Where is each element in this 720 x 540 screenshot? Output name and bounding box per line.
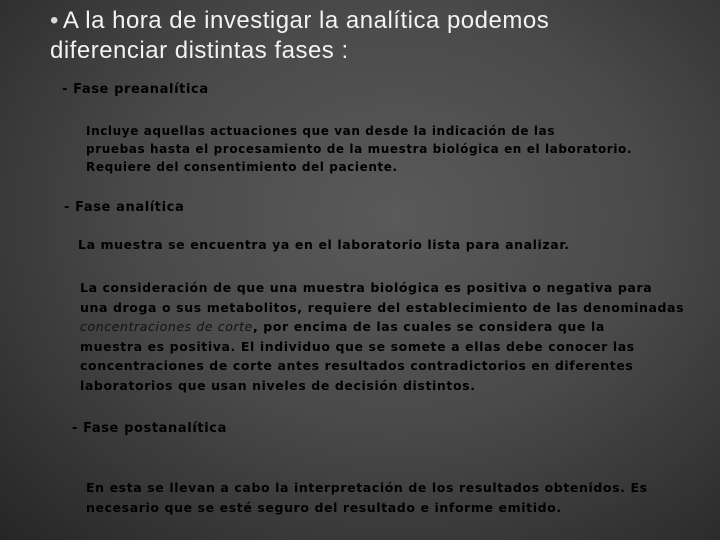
title-text-1: A la hora de investigar la analítica podemos xyxy=(62,7,550,34)
heading-postanalitica: - Fase postanalítica xyxy=(72,421,227,436)
analitica-line-1: La muestra se encuentra ya en el laboratorio lista para analizar. xyxy=(78,237,570,252)
ana-line-3-rest: , por encima de las cuales se considera que la xyxy=(252,319,605,334)
heading-analitica: - Fase analítica xyxy=(64,200,185,215)
ana-line-4: muestra es positiva. El individuo que se somete a ellas debe conocer las xyxy=(80,338,635,354)
slide-title xyxy=(50,6,690,66)
ana-line-6: laboratorios que usan niveles de decisión distintos. xyxy=(80,377,476,393)
post-line-1: En esta se llevan a cabo la interpretación de los resultados obtenidos. Es xyxy=(86,480,648,495)
pre-line-3: Requiere del consentimiento del paciente. xyxy=(86,160,398,174)
paragraph-postanalitica xyxy=(86,478,648,517)
ana-line-3 xyxy=(80,317,684,337)
pre-line-2: pruebas hasta el procesamiento de la muestra biológica en el laboratorio. xyxy=(86,142,633,156)
paragraph-preanalitica xyxy=(86,122,632,176)
title-line-2: diferenciar distintas fases : xyxy=(50,37,349,64)
pre-line-1: Incluye aquellas actuaciones que van desde la indicación de las xyxy=(86,124,556,138)
ana-line-1: La consideración de que una muestra biológica es positiva o negativa para xyxy=(80,280,653,295)
ana-line-5: concentraciones de corte antes resultados contradictorios en diferentes xyxy=(80,358,634,373)
title-line-1 xyxy=(50,6,690,36)
title-bullet: • xyxy=(50,7,59,34)
post-line-2: necesario que se esté seguro del resultado e informe emitido. xyxy=(86,499,562,515)
heading-preanalitica: - Fase preanalítica xyxy=(62,82,209,97)
ana-line-3-italic: concentraciones de corte xyxy=(80,319,253,334)
paragraph-analitica xyxy=(80,278,684,395)
ana-line-2: una droga o sus metabolitos, requiere del establecimiento de las denominadas xyxy=(80,299,685,315)
